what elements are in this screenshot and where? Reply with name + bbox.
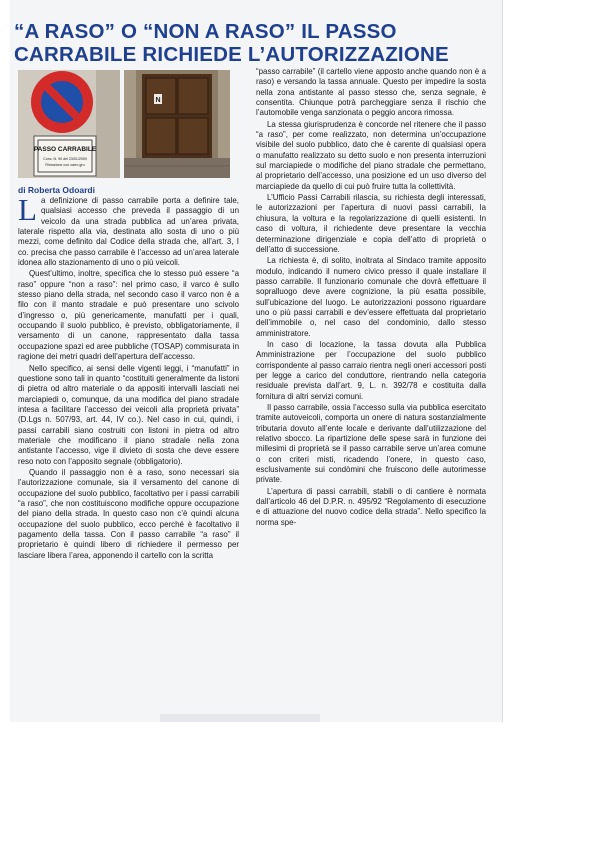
gate-door-photo bbox=[124, 70, 230, 178]
bleed-through-text bbox=[502, 0, 600, 70]
sign-label: PASSO CARRABILE bbox=[33, 146, 97, 153]
paragraph-text: a definizione di passo carrabile porta a definire tale, qualsiasi accesso che preveda il passaggio di un veicolo da una strada pubblica ad un’area privata, laterale rispetto alla via, destinata allo sosta di uno o più mezzi, come definito dal Codice della strada che, all’art. 3, I co. precisa che passo carrabile è l’accesso ad un’area laterale idonea allo stazionamento di uno o più veicoli. bbox=[18, 196, 239, 268]
right-column bbox=[256, 67, 486, 528]
sign-detail-line2: Rimozione con carro gru bbox=[45, 163, 85, 167]
paragraph: L’Ufficio Passi Carrabili rilascia, su richiesta degli interessati, le autorizzazioni per l’apertura di nuovi passi carrabili, la chiusura, la voltura e la regolarizzazione di quelli esistenti. In caso di voltura, il richiedente deve presentare la vecchia determinazione dirigenziale e copia dell’atto di proprietà o dell’atto di successione. bbox=[256, 193, 486, 254]
paragraph: Quest’ultimo, inoltre, specifica che lo stesso può essere “a raso” oppure “non a raso”: nel primo caso, il varco è sullo stesso piano della strada, nel secondo caso il varco non è a filo con il manto stradale e può presentare uno scivolo d’ingresso o, più genericamente, manufatti per i quali, occupando il suolo pubblico, è previsto, obbligatoriamente, il versamento di un canone, rappresentato dalla tassa occupazione spazi ed aree pubbliche (TOSAP) commisurata in ragione dei metri quadri dell’apertura dell’accesso. bbox=[18, 269, 239, 362]
paragraph: Il passo carrabile, ossia l’accesso sulla via pubblica esercitato tramite autoveicoli, comporta un onere di natura sostanzialmente tributaria dovuto all’ente locale e derivante dall’utilizzazione del relativo sbocco. La ripartizione delle spese sarà in funzione dei millesimi di proprietà se il passo carrabile serve un’area comune o con criteri misti, ricadendo l’onere, in questo caso, esclusivamente sui condòmini che fruiscono delle autorimesse private. bbox=[256, 403, 486, 485]
paragraph: Nello specifico, ai sensi delle vigenti leggi, i “manufatti” in questione sono tali in quanto “costituiti generalmente da listoni di pietra od altro materiale o da appositi intervalli lasciati nei marciapiedi o, comunque, da una modifica del piano stradale intesa a facilitare l’accesso dei veicoli alla proprietà privata” (D.Lgs n. 507/93, art. 44, IV co.). Nel caso in cui, quindi, i passi carrabili siano costruiti con listoni in pietra od altro materiale che modificano il piano stradale nella zona antistante l’accesso, vige il divieto di sosta che deve essere reso noto con l’apposito segnale (obbligatorio). bbox=[18, 363, 239, 466]
no-parking-sign-icon bbox=[18, 70, 120, 178]
drop-cap: L bbox=[18, 192, 37, 227]
paragraph: Quando il passaggio non è a raso, sono necessari sia l’autorizzazione comunale, sia il versamento del canone di occupazione del suolo pubblico, facoltativo per i passi carrabili “a raso”, che non costituiscono modifiche oppure occupazione del piano della strada. In questo caso non c’è quindi alcuna occupazione del suolo pubblico, ecco perché è facoltativo il pagamento della tassa. Con il passo carrabile “a raso” il proprietario è quindi libero di richiedere il permesso per lasciare libera l’area, apponendo il cartello con la scritta bbox=[18, 467, 239, 560]
article-title: “A RASO” O “NON A RASO” IL PASSO CARRABILE RICHIEDE L’AUTORIZZAZIONE bbox=[14, 19, 449, 66]
paragraph-intro bbox=[18, 192, 239, 268]
paragraph: La stessa giurisprudenza è concorde nel ritenere che il passo “a raso”, per come realizzato, non determina un’occupazione visibile del suolo pubblico, dato che è carente di qualsiasi opera o manufatto realizzato su detto suolo e non presenta interruzioni sul marciapiede o modifiche del piano stradale che permettano, al proprietario dell’accesso, una posizione ed un uso diverso del marciapiede da quello di cui può fruire tutta la collettività. bbox=[256, 119, 486, 191]
wooden-door-icon bbox=[124, 70, 230, 178]
no-parking-sign-photo bbox=[18, 70, 120, 178]
paragraph: L’apertura di passi carrabili, stabili o di cantiere è normata dall’articolo 46 del D.P.R. n. 495/92 “Regolamento di esecuzione e di attuazione del nuovo codice della strada”. Nello specifico la norma spe- bbox=[256, 486, 486, 527]
bottom-ghost-strip bbox=[160, 714, 320, 722]
paragraph: La richiesta è, di solito, inoltrata al Sindaco tramite apposito modulo, indicando il numero civico presso il quale installare il passo carrabile. Il funzionario comunale che dovrà effettuare il sopralluogo deve avere cognizione, la più esatta possibile, sull’ubicazione del luogo. Le autorizzazioni possono riguardare uno o più passi carrabili e dev’essere effettuata dal proprietario dell’immobile o, nel caso del condominio, dallo stesso amministratore. bbox=[256, 256, 486, 338]
door-plate-letter: N bbox=[155, 97, 161, 104]
left-column bbox=[18, 192, 239, 561]
paragraph: “passo carrabile” (il cartello viene apposto anche quando non è a raso) e versando la tassa annuale. Questo per impedire la sosta nella zona antistante al passo stesso che, senza segnale, è consentita. Chiunque potrà parcheggiare senza il rischio che l’automobile venga sanzionata o peggio ancora rimossa. bbox=[256, 67, 486, 118]
author-byline: di Roberta Odoardi bbox=[18, 185, 95, 195]
paragraph: In caso di locazione, la tassa dovuta alla Pubblica Amministrazione per l’occupazione del suolo pubblico corrispondente al passo carraio rientra negli oneri accessori posti per legge a carico del conduttore, rientrando nella categoria residuale prevista dall’art. 9, L. n. 392/78 e costituita dalla fornitura di altri servizi comuni. bbox=[256, 339, 486, 401]
sign-detail-line1: Conc. N. 90 del 23/01/2009 bbox=[43, 157, 87, 161]
